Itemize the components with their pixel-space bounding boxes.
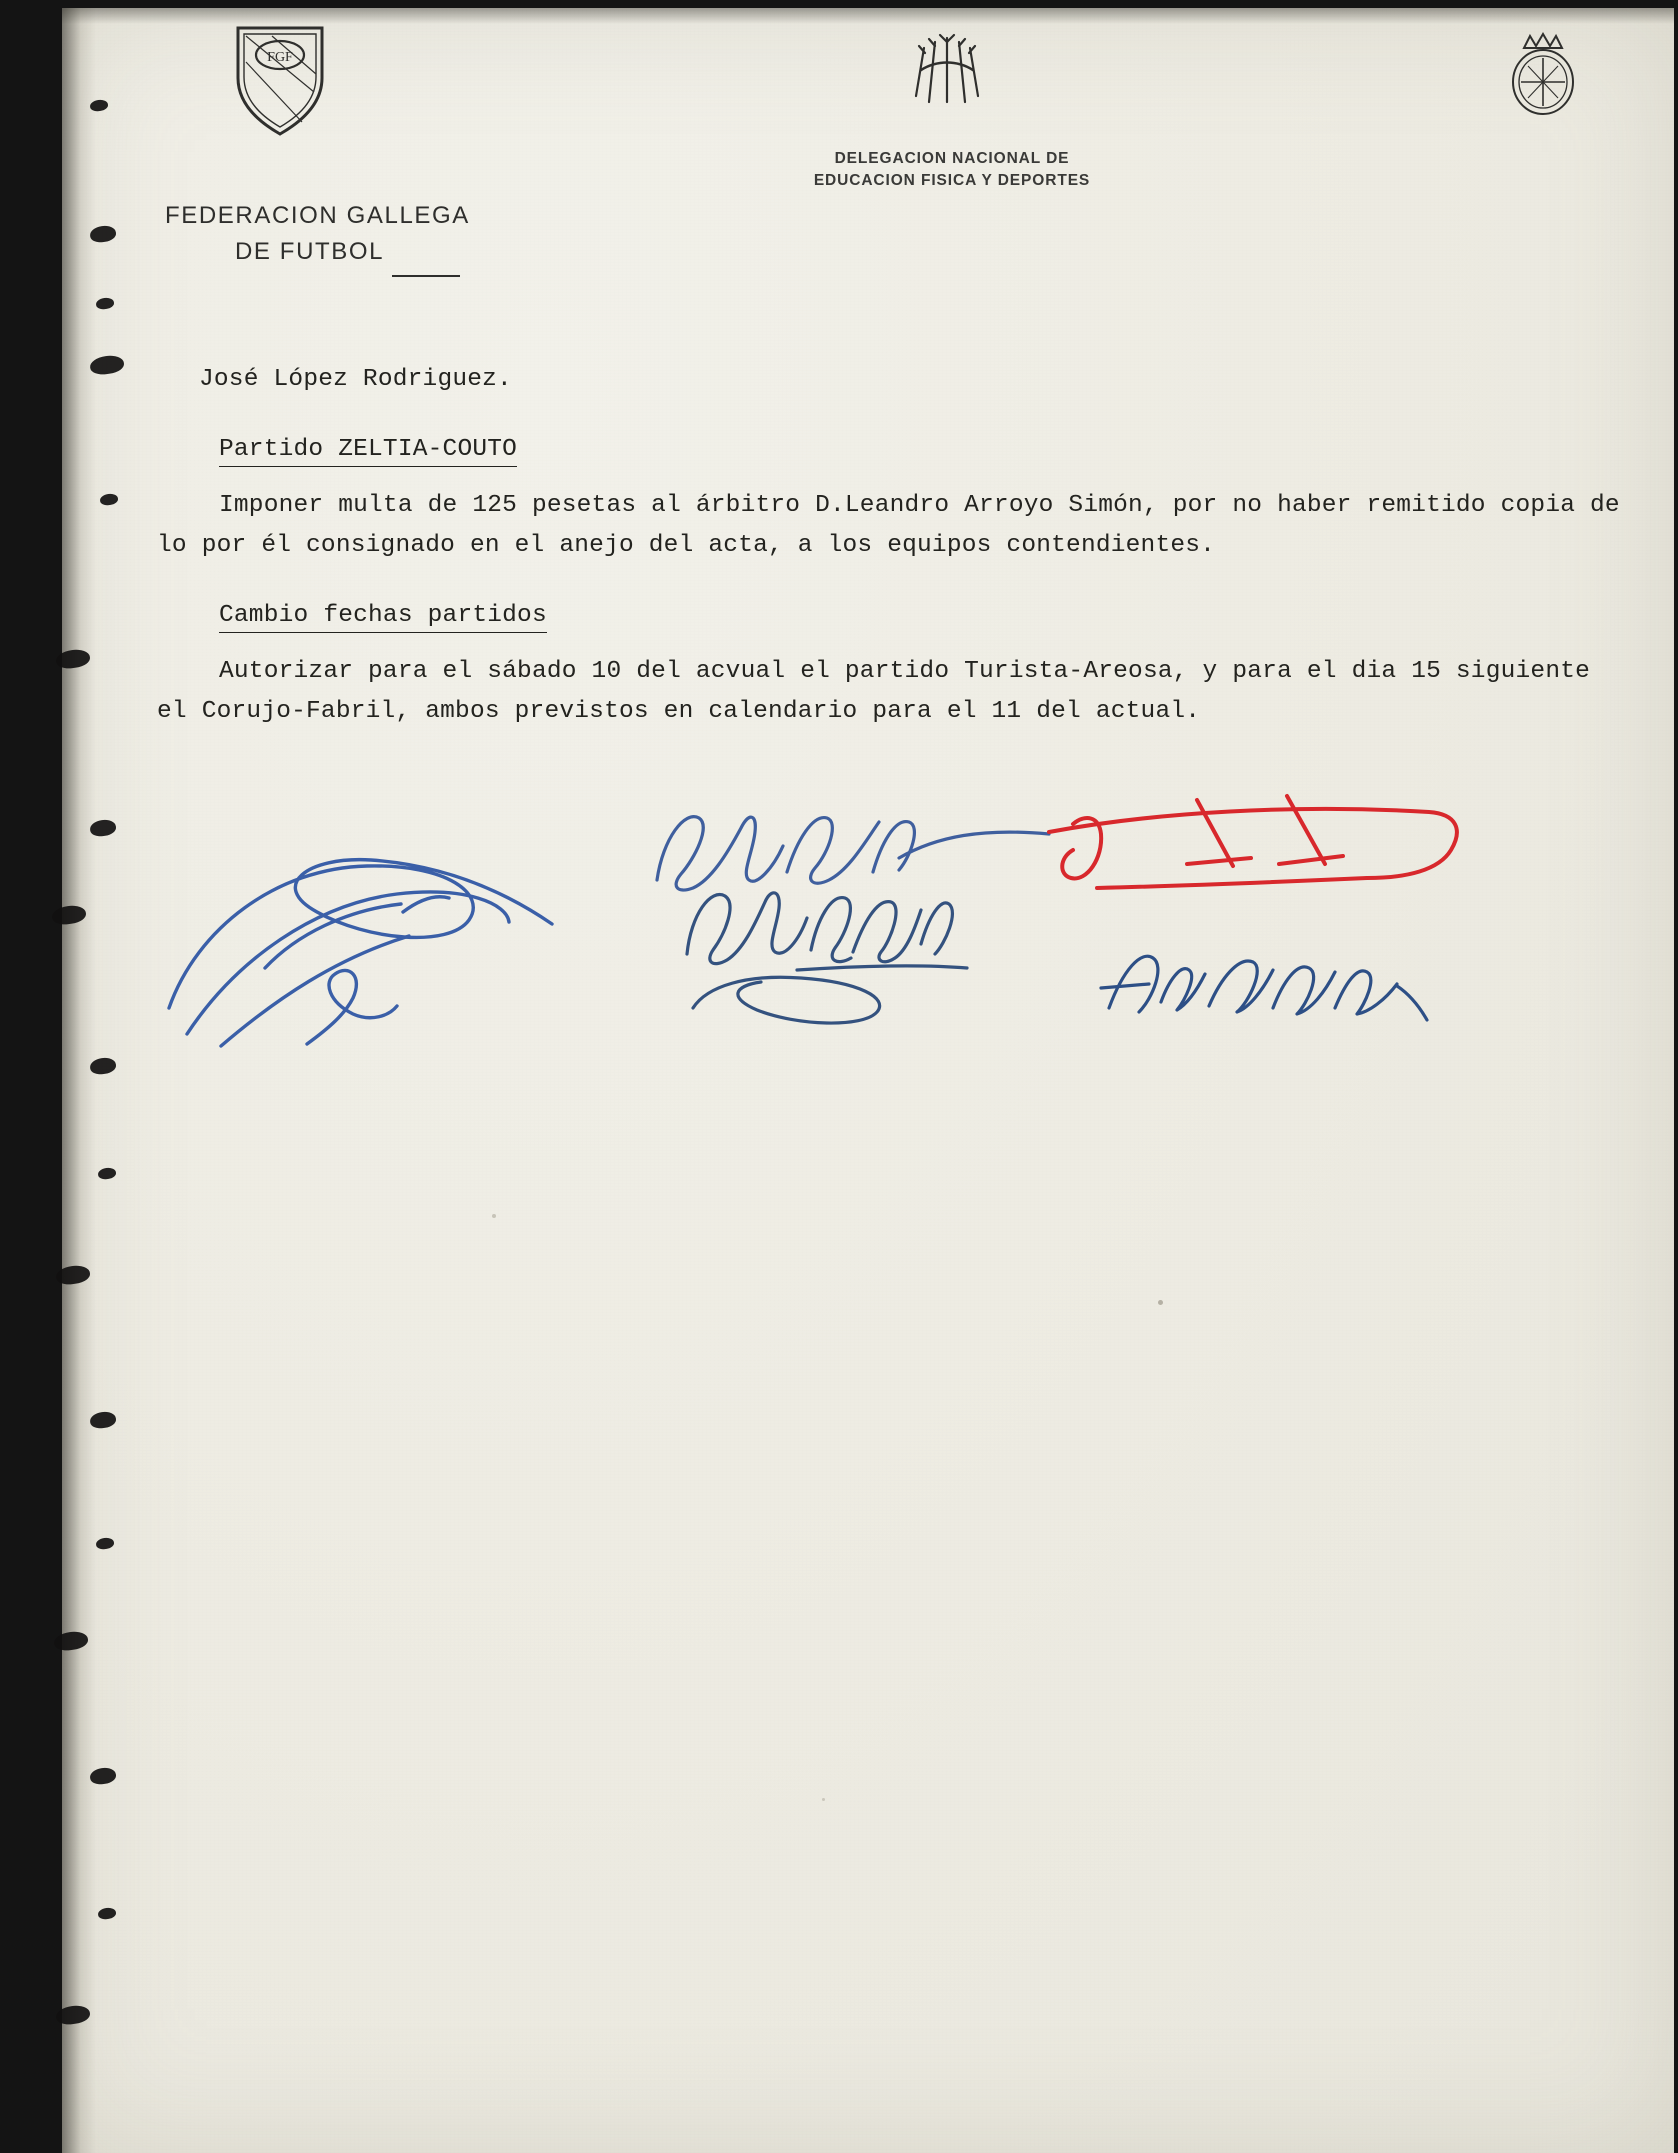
delegation-heading (752, 148, 1152, 193)
signature-red-right (1037, 778, 1507, 958)
yoke-and-arrows-icon (907, 30, 987, 108)
svg-text:FGF: FGF (267, 50, 293, 65)
letterhead (62, 8, 1674, 308)
punch-mark (99, 493, 118, 506)
signature-blue-center-bottom (677, 858, 1077, 1038)
section-paragraph-cambio (157, 652, 1627, 732)
paper-speck (492, 1214, 496, 1218)
section-heading-partido (157, 430, 1627, 470)
punch-mark (89, 818, 117, 837)
delegation-line-1: DELEGACION NACIONAL DE (834, 150, 1070, 167)
paper-speck (822, 1798, 825, 1801)
signature-blue-left (157, 808, 627, 1068)
page-left-edge-shadow (62, 8, 96, 2153)
section-heading-partido-text: Partido ZELTIA-COUTO (219, 436, 517, 467)
section-paragraph-partido-text: Imponer multa de 125 pesetas al árbitro D.Leandro Arroyo Simón, por no haber remitido copia de lo por él consignado en el anejo del acta, a los equipos contendientes. (157, 492, 1635, 559)
paper-grain-texture (62, 8, 1674, 2153)
delegation-line-2: EDUCACION FISICA Y DEPORTES (813, 172, 1091, 190)
punch-mark (89, 1056, 117, 1075)
section-paragraph-cambio-text: Autorizar para el sábado 10 del acvual el partido Turista-Areosa, y para el dia 15 siguiente el Corujo-Fabril, ambos previstos en calendario para el 11 del actual. (157, 658, 1605, 725)
section-heading-cambio (157, 596, 1627, 636)
addressee-line: José López Rodriguez. (199, 366, 512, 393)
section-heading-cambio-text: Cambio fechas partidos (219, 602, 547, 633)
punch-mark (97, 1907, 116, 1920)
federation-line-1: FEDERACION GALLEGA (165, 202, 470, 229)
punch-mark (95, 1537, 114, 1550)
document-page (62, 8, 1674, 2153)
punch-mark (97, 1167, 116, 1180)
signature-blue-right-bottom (1097, 928, 1457, 1058)
punch-mark (89, 1410, 117, 1429)
federation-line-2: DE FUTBOL (235, 238, 385, 265)
punch-mark (89, 354, 125, 377)
federation-underline (392, 275, 460, 277)
royal-crown-crest-icon (1500, 30, 1586, 122)
punch-mark (89, 1766, 117, 1785)
signature-area (157, 788, 1637, 1118)
document-body (157, 360, 1635, 762)
federation-heading (157, 198, 557, 277)
signature-blue-center-top (637, 788, 1067, 918)
paper-speck (1158, 1300, 1163, 1305)
shield-crest-icon (232, 22, 328, 138)
section-paragraph-partido (157, 486, 1635, 566)
